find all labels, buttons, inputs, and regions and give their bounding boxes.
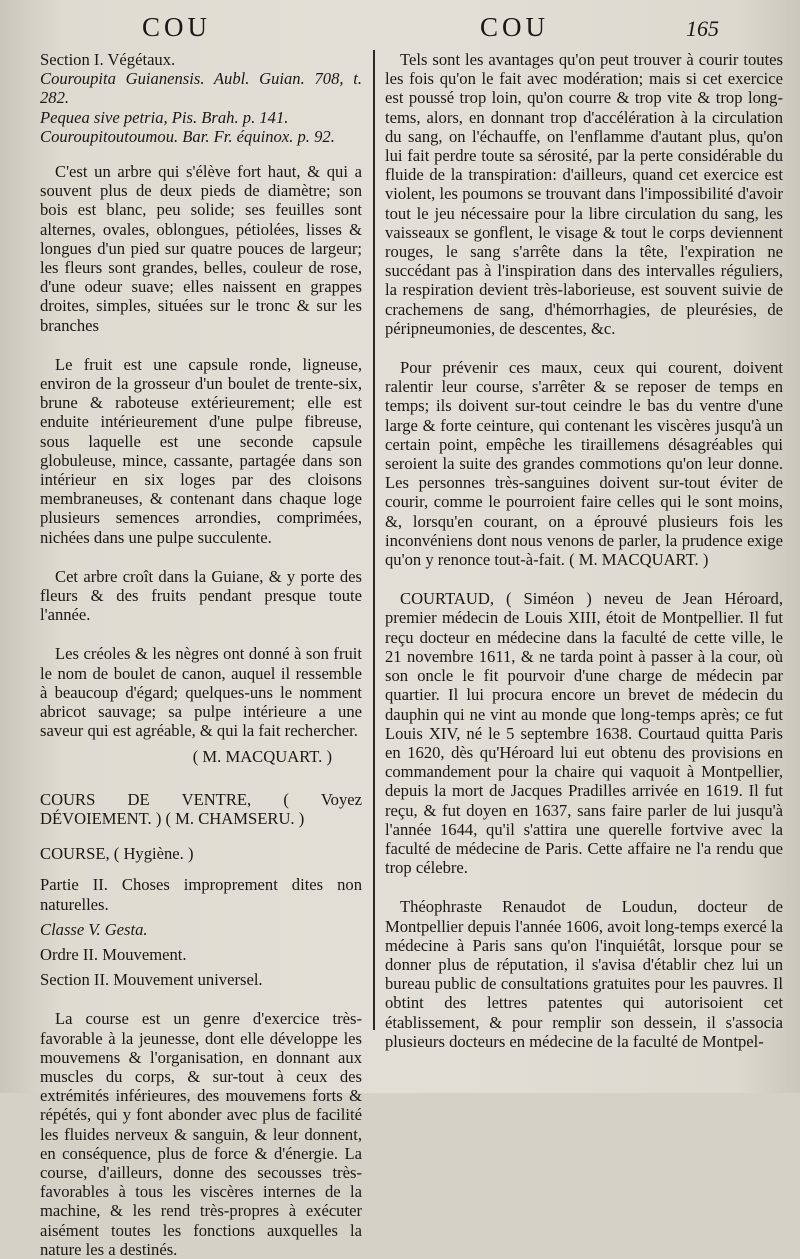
classification-text: Classe V. Gesta. [40, 919, 148, 939]
left-column [40, 50, 362, 1259]
entry-heading: COURSE, ( Hygiène. ) [40, 844, 194, 864]
ref-line-text: Couroupita Guianensis. Aubl. Guian. 708, t. 282. [40, 69, 362, 108]
ref-line [40, 69, 362, 107]
column-divider [373, 50, 375, 1030]
classification-line: Partie II. Choses improprement dites non naturelles. [40, 875, 362, 914]
ref-line-text: Couroupitoutoumou. Bar. Fr. équinox. p. 92. [40, 126, 335, 146]
paragraph: Pour prévenir ces maux, ceux qui courent, doivent ralentir leur course, s'arrêter & se reposer de temps en temps; ils doivent sur-tout ceindre le bas du ventre d'une large & forte ceinture, qui contenant les viscères jusqu'à un certain point, empêche les tiraillemens désagréables qui seroient la suite des grandes commotions qu'on leur donne. Les personnes très-sanguines doivent sur-tout éviter de courir, comme le pourroient faire celles qui le sont moins, &, lorsqu'en courant, on a éprouvé plusieurs fois les inconvéniens dont nous venons de parler, la prudence exige qu'on y renonce tout-à-fait. ( M. MACQUART. ) [385, 358, 783, 570]
page-number: 165 [686, 16, 719, 41]
header-left: COU [142, 12, 212, 42]
right-column [385, 50, 783, 1051]
paragraph: Les créoles & les nègres ont donné à son fruit le nom de boulet de canon, auquel il ressemble à beaucoup d'égard; quelques-uns le nomment abricot sauvage; sa pulpe intérieure a une saveur qui est agréable, & qui la fait rechercher. [40, 644, 362, 741]
running-header [0, 8, 800, 44]
ref-line-text: Pequea sive petria, Pis. Brah. p. 141. [40, 107, 289, 127]
header-right: COU [480, 12, 550, 42]
author-signature: ( M. MACQUART. ) [192, 746, 332, 766]
entry-heading: COURS DE VENTRE, ( Voyez DÉVOIEMENT. ) ( M. CHAMSERU. ) [40, 789, 362, 828]
paragraph: Cet arbre croît dans la Guiane, & y porte des fleurs & des fruits pendant presque toute l'année. [40, 566, 362, 625]
paragraph: Le fruit est une capsule ronde, ligneuse, environ de la grosseur d'un boulet de trente-six, brune & raboteuse extérieurement; elle est enduite intérieurement d'une pulpe fibreuse, sous laquelle est une seconde capsule globuleuse, mince, cassante, partagée dans son intérieur en six loges par des cloisons membraneuses, & contenant dans chaque loge plusieurs semences arrondies, comprimées, nichées dans une pulpe succulente. [40, 354, 362, 547]
ref-line: Section I. Végétaux. [40, 50, 176, 69]
paragraph: La course est un genre d'exercice très-favorable à la jeunesse, dont elle développe les mouvemens & l'organisation, en donnant aux muscles du corps, & sur-tout à ceux des extrémités inférieures, des mouvemens forts & répétés, qui y font abonder avec plus de facilité les fluides nerveux & sanguin, & leur donnent, en conséquence, plus de force & d'énergie. La course, d'ailleurs, donne des secousses très-favorables à tous les viscères internes de la machine, & les rend très-propres à exécuter aisément toutes les fonctions auxquelles la nature les a destinés. [40, 1009, 362, 1259]
ref-line [40, 108, 362, 127]
paragraph: COURTAUD, ( Siméon ) neveu de Jean Héroard, premier médecin de Louis XIII, étoit de Montpellier. Il fut reçu docteur en médecine dans la faculté de cette ville, le 21 novembre 1611, & ne tarda point à passer à la cour, où son oncle le fit pourvoir d'une charge de médecin par quartier. Il lui procura encore un brevet de médecin du dauphin qui ne vint au monde que long-temps après; ce fut Louis XIV, né le 5 septembre 1638. Courtaud quitta Paris en 1620, dès qu'Héroard lui eut obtenu des provisions en commandement pour la chaire qui vaquoit à Montpellier, depuis la mort de Jacques Pradilles arrivée en 1619. Il fut reçu, & fut doyen en 1637, sans faire parler de lui jusqu'à l'année 1644, qu'il s'attira une querelle fortvive avec la faculté de médecine de Paris. Cette affaire ne l'a rendu que trop célebre. [385, 589, 783, 878]
classification-line [40, 920, 362, 939]
classification-line: Ordre II. Mouvement. [40, 944, 187, 964]
ref-line [40, 127, 362, 146]
classification-line: Section II. Mouvement universel. [40, 970, 263, 990]
paragraph: Tels sont les avantages qu'on peut trouver à courir toutes les fois qu'on le fait avec modération; mais si cet exercice est poussé trop loin, qu'on courre & trop vite & trop long-tems, alors, en donnant trop d'accélération à la circulation du sang, on l'échauffe, on l'enflamme d'autant plus, qu'on lui fait perdre toute sa sérosité, par la perte considérable du fluide de la transpiration: d'ailleurs, quand cet exercice est violent, les poumons se trouvant dans l'impossibilité d'avoir tout le jeu nécessaire pour la libre circulation du sang, les vaisseaux se gonflent, le visage & tout le corps deviennent rouges, le sang s'arrête dans la tête, l'expiration ne succédant pas à l'inspiration dans des intervalles réguliers, la respiration devient très-laborieuse, est souvent suivie de crachemens de sang, d'hémorrhagies, de pleurésies, de péripneumonies, de descentes, &c. [385, 50, 783, 338]
paragraph: Théophraste Renaudot de Loudun, docteur de Montpellier depuis l'année 1606, avoit long-temps exercé la médecine à Paris sans qu'on l'inquiétât, lorsque pour se donner plus de réputation, il s'avisa d'établir chez lui un bureau public de consultations gratuites pour les pauvres. Il obtint des lettres patentes qui autorisoient cet établissement, & pour remplir son dessein, il s'associa plusieurs docteurs en médecine de la faculté de Montpel- [385, 897, 783, 1051]
paragraph: C'est un arbre qui s'élève fort haut, & qui a souvent plus de deux pieds de diamètre; son bois est blanc, peu solide; ses feuilles sont alternes, ovales, oblongues, pétiolées, lisses & longues d'un pied sur quatre pouces de largeur; les fleurs sont grandes, belles, couleur de rose, d'une odeur suave; elles naissent en grappes droites, simples, situées sur le tronc & sur les branches [40, 162, 362, 335]
